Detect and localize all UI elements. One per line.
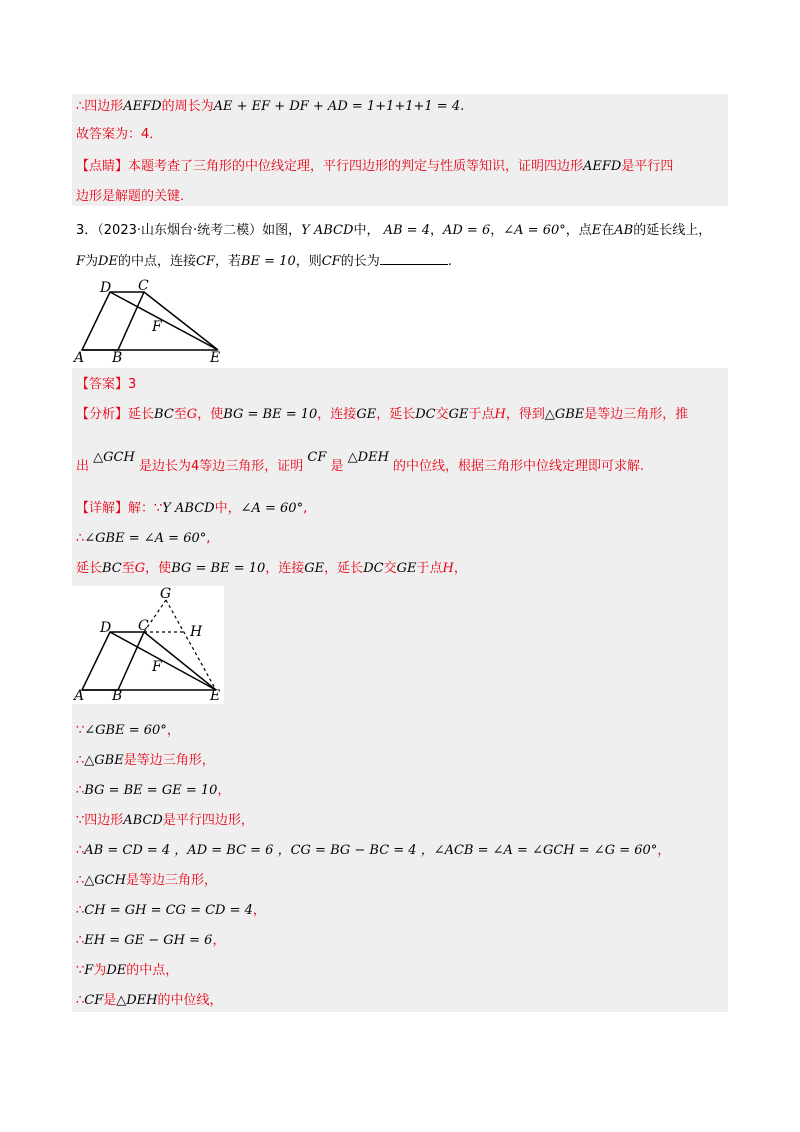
answer-line: 【答案】3 — [76, 377, 137, 392]
solution-figure — [72, 586, 224, 704]
prev-line-3: 【点睛】本题考查了三角形的中位线定理，平行四边形的判定与性质等知识，证明四边形AEFD是平行四 — [76, 159, 674, 174]
analysis-line-1: 【分析】延长BC至G，使BG = BE = 10，连接GE，延长DC交GE于点H，得到△GBE是等边三角形，推 — [76, 407, 689, 422]
label-e: E — [210, 688, 221, 704]
proof-line: ∴△GBE是等边三角形， — [76, 753, 215, 768]
label-b: B — [112, 688, 123, 704]
detail-line: 【详解】解：∵Y ABCD中，∠A = 60°, — [76, 501, 308, 516]
proof-line: ∵∠GBE = 60°， — [76, 723, 180, 738]
proof-line: ∴AB = CD = 4 ，AD = BC = 6 ，CG = BG − BC = 4 ，∠ACB = ∠A = ∠GCH = ∠G = 60°， — [76, 843, 671, 858]
analysis-line-2: 出 △GCH 是边长为4等边三角形，证明 CF 是 △DEH 的中位线，根据三角形中位线定理即可求解. — [76, 450, 645, 474]
label-d: D — [100, 280, 112, 296]
question-line-1: 3．（2023·山东烟台·统考二模）如图，Y ABCD中， AB = 4，AD = 6，∠A = 60°，点E在AB的延长线上， — [76, 223, 712, 238]
label-c: C — [138, 618, 149, 634]
proof-line: ∴EH = GE − GH = 6， — [76, 933, 226, 948]
label-d: D — [100, 620, 112, 636]
label-c: C — [138, 278, 149, 294]
step-line-1: ∴∠GBE = ∠A = 60°, — [76, 531, 211, 546]
question-figure — [72, 276, 232, 366]
proof-line: ∴CF是△DEH的中位线， — [76, 993, 223, 1008]
proof-line: ∴△GCH是等边三角形， — [76, 873, 217, 888]
label-f: F — [152, 659, 162, 675]
label-b: B — [112, 350, 123, 366]
proof-line: ∴BG = BE = GE = 10， — [76, 783, 231, 798]
proof-line: ∵F为DE的中点， — [76, 963, 179, 978]
prev-line-2: 故答案为：4． — [76, 127, 163, 142]
label-g: G — [160, 586, 172, 602]
label-e: E — [210, 350, 221, 366]
step-line-2: 延长BC至G，使BG = BE = 10，连接GE，延长DC交GE于点H， — [76, 561, 467, 576]
label-f: F — [152, 319, 162, 335]
label-a: A — [74, 688, 85, 704]
proof-line: ∴CH = GH = CG = CD = 4， — [76, 903, 266, 918]
proof-line: ∵四边形ABCD是平行四边形， — [76, 813, 254, 828]
label-a: A — [74, 350, 85, 366]
question-line-2: F为DE的中点，连接CF，若BE = 10，则CF的长为 . — [76, 254, 452, 269]
answer-blank — [380, 252, 448, 265]
prev-line-4: 边形是解题的关键． — [76, 189, 194, 204]
prev-line-1: ∴四边形AEFD的周长为AE + EF + DF + AD = 1+1+1+1 = 4. — [76, 99, 465, 114]
label-h: H — [190, 624, 203, 640]
